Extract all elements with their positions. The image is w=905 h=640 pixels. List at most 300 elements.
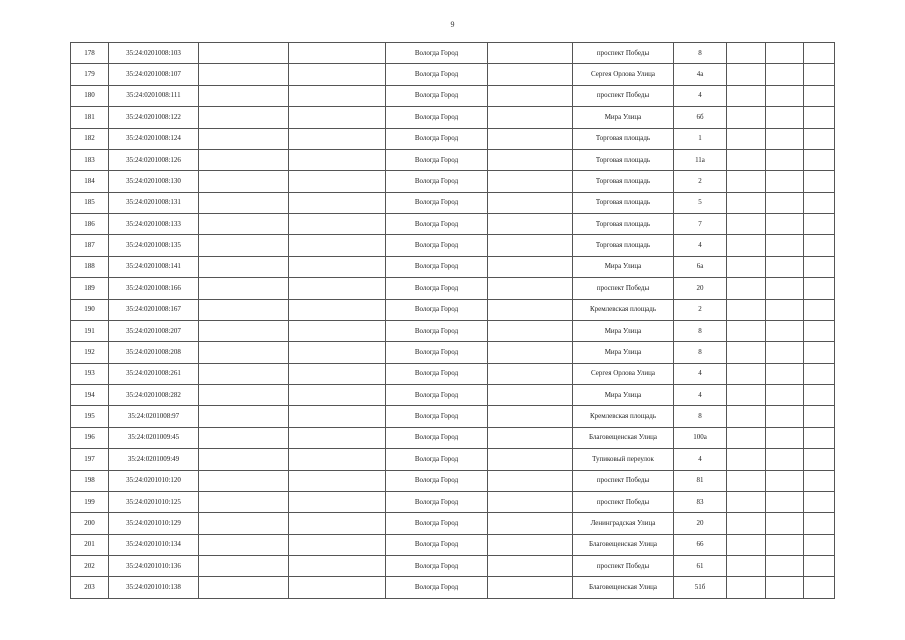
empty-cell — [488, 107, 573, 128]
empty-cell — [804, 107, 835, 128]
empty-cell — [289, 192, 386, 213]
cadastral-number-cell: 35:24:0201010:120 — [109, 470, 199, 491]
table-row — [71, 64, 835, 85]
empty-cell — [766, 342, 804, 363]
street-cell: Кремлевская площадь — [573, 406, 674, 427]
table-row — [71, 43, 835, 64]
empty-cell — [199, 449, 289, 470]
empty-cell — [289, 385, 386, 406]
street-cell: Ленинградская Улица — [573, 513, 674, 534]
empty-cell — [727, 363, 766, 384]
empty-cell — [804, 491, 835, 512]
empty-cell — [727, 128, 766, 149]
empty-cell — [727, 320, 766, 341]
empty-cell — [289, 171, 386, 192]
city-cell: Вологда Город — [386, 85, 488, 106]
empty-cell — [199, 256, 289, 277]
empty-cell — [804, 149, 835, 170]
house-number-cell: 1 — [674, 128, 727, 149]
empty-cell — [804, 128, 835, 149]
street-cell: проспект Победы — [573, 470, 674, 491]
empty-cell — [199, 214, 289, 235]
house-number-cell: 6а — [674, 256, 727, 277]
empty-cell — [289, 235, 386, 256]
empty-cell — [804, 513, 835, 534]
empty-cell — [488, 427, 573, 448]
city-cell: Вологда Город — [386, 491, 488, 512]
row-number-cell: 185 — [71, 192, 109, 213]
cadastral-number-cell: 35:24:0201008:166 — [109, 278, 199, 299]
street-cell: Торговая площадь — [573, 214, 674, 235]
house-number-cell: 2 — [674, 299, 727, 320]
table-row — [71, 534, 835, 555]
empty-cell — [766, 149, 804, 170]
cadastral-number-cell: 35:24:0201010:129 — [109, 513, 199, 534]
city-cell: Вологда Город — [386, 513, 488, 534]
table-row — [71, 385, 835, 406]
empty-cell — [488, 128, 573, 149]
empty-cell — [766, 64, 804, 85]
empty-cell — [766, 363, 804, 384]
table-row — [71, 556, 835, 577]
empty-cell — [804, 64, 835, 85]
cadastral-number-cell: 35:24:0201009:49 — [109, 449, 199, 470]
empty-cell — [488, 192, 573, 213]
table-row — [71, 149, 835, 170]
empty-cell — [289, 363, 386, 384]
street-cell: Торговая площадь — [573, 171, 674, 192]
empty-cell — [199, 43, 289, 64]
city-cell: Вологда Город — [386, 278, 488, 299]
cadastral-number-cell: 35:24:0201008:141 — [109, 256, 199, 277]
empty-cell — [727, 107, 766, 128]
city-cell: Вологда Город — [386, 449, 488, 470]
empty-cell — [766, 385, 804, 406]
empty-cell — [727, 171, 766, 192]
empty-cell — [199, 534, 289, 555]
page-number: 9 — [450, 20, 455, 29]
table-row — [71, 192, 835, 213]
empty-cell — [199, 427, 289, 448]
house-number-cell: 81 — [674, 470, 727, 491]
row-number-cell: 191 — [71, 320, 109, 341]
empty-cell — [804, 406, 835, 427]
cadastral-number-cell: 35:24:0201008:124 — [109, 128, 199, 149]
empty-cell — [727, 85, 766, 106]
city-cell: Вологда Город — [386, 235, 488, 256]
table-row — [71, 470, 835, 491]
table-row — [71, 449, 835, 470]
empty-cell — [766, 534, 804, 555]
empty-cell — [488, 513, 573, 534]
empty-cell — [727, 256, 766, 277]
empty-cell — [804, 427, 835, 448]
empty-cell — [488, 64, 573, 85]
empty-cell — [289, 406, 386, 427]
table-row — [71, 342, 835, 363]
empty-cell — [804, 470, 835, 491]
row-number-cell: 186 — [71, 214, 109, 235]
row-number-cell: 181 — [71, 107, 109, 128]
empty-cell — [727, 43, 766, 64]
empty-cell — [199, 556, 289, 577]
empty-cell — [766, 192, 804, 213]
city-cell: Вологда Город — [386, 128, 488, 149]
empty-cell — [804, 385, 835, 406]
empty-cell — [488, 491, 573, 512]
empty-cell — [488, 256, 573, 277]
empty-cell — [488, 171, 573, 192]
cadastral-number-cell: 35:24:0201008:207 — [109, 320, 199, 341]
empty-cell — [199, 85, 289, 106]
row-number-cell: 203 — [71, 577, 109, 598]
empty-cell — [804, 235, 835, 256]
empty-cell — [488, 299, 573, 320]
table-row — [71, 299, 835, 320]
street-cell: Мира Улица — [573, 256, 674, 277]
house-number-cell: 8 — [674, 342, 727, 363]
cadastral-number-cell: 35:24:0201008:282 — [109, 385, 199, 406]
table-body — [71, 43, 835, 599]
empty-cell — [727, 64, 766, 85]
street-cell: Мира Улица — [573, 342, 674, 363]
cadastral-number-cell: 35:24:0201008:111 — [109, 85, 199, 106]
city-cell: Вологда Город — [386, 299, 488, 320]
row-number-cell: 196 — [71, 427, 109, 448]
empty-cell — [199, 577, 289, 598]
house-number-cell: 4а — [674, 64, 727, 85]
empty-cell — [766, 299, 804, 320]
street-cell: проспект Победы — [573, 85, 674, 106]
table-row — [71, 577, 835, 598]
house-number-cell: 8 — [674, 43, 727, 64]
empty-cell — [289, 149, 386, 170]
row-number-cell: 201 — [71, 534, 109, 555]
table-row — [71, 107, 835, 128]
cadastral-number-cell: 35:24:0201008:130 — [109, 171, 199, 192]
street-cell: Благовещенская Улица — [573, 577, 674, 598]
empty-cell — [289, 107, 386, 128]
table-row — [71, 406, 835, 427]
empty-cell — [804, 363, 835, 384]
street-cell: Торговая площадь — [573, 192, 674, 213]
empty-cell — [289, 64, 386, 85]
street-cell: Мира Улица — [573, 385, 674, 406]
house-number-cell: 20 — [674, 513, 727, 534]
row-number-cell: 193 — [71, 363, 109, 384]
empty-cell — [766, 577, 804, 598]
cadastral-number-cell: 35:24:0201008:103 — [109, 43, 199, 64]
empty-cell — [488, 235, 573, 256]
empty-cell — [488, 342, 573, 363]
empty-cell — [488, 534, 573, 555]
empty-cell — [199, 64, 289, 85]
empty-cell — [766, 491, 804, 512]
empty-cell — [199, 491, 289, 512]
cadastral-number-cell: 35:24:0201009:45 — [109, 427, 199, 448]
table-row — [71, 427, 835, 448]
empty-cell — [488, 470, 573, 491]
cadastral-number-cell: 35:24:0201010:136 — [109, 556, 199, 577]
empty-cell — [289, 256, 386, 277]
row-number-cell: 200 — [71, 513, 109, 534]
empty-cell — [727, 342, 766, 363]
city-cell: Вологда Город — [386, 214, 488, 235]
city-cell: Вологда Город — [386, 107, 488, 128]
empty-cell — [289, 85, 386, 106]
empty-cell — [766, 128, 804, 149]
cadastral-number-cell: 35:24:0201008:107 — [109, 64, 199, 85]
empty-cell — [727, 470, 766, 491]
empty-cell — [766, 427, 804, 448]
empty-cell — [289, 577, 386, 598]
city-cell: Вологда Город — [386, 556, 488, 577]
empty-cell — [199, 107, 289, 128]
street-cell: проспект Победы — [573, 556, 674, 577]
table-row — [71, 171, 835, 192]
empty-cell — [488, 385, 573, 406]
house-number-cell: 4 — [674, 449, 727, 470]
empty-cell — [199, 363, 289, 384]
registry-table — [70, 42, 835, 599]
empty-cell — [727, 406, 766, 427]
street-cell: Торговая площадь — [573, 128, 674, 149]
empty-cell — [804, 214, 835, 235]
empty-cell — [766, 320, 804, 341]
empty-cell — [766, 449, 804, 470]
empty-cell — [199, 192, 289, 213]
city-cell: Вологда Город — [386, 149, 488, 170]
empty-cell — [727, 491, 766, 512]
empty-cell — [488, 406, 573, 427]
empty-cell — [289, 556, 386, 577]
row-number-cell: 184 — [71, 171, 109, 192]
empty-cell — [766, 235, 804, 256]
row-number-cell: 195 — [71, 406, 109, 427]
empty-cell — [199, 320, 289, 341]
row-number-cell: 190 — [71, 299, 109, 320]
house-number-cell: 83 — [674, 491, 727, 512]
table-row — [71, 491, 835, 512]
street-cell: Торговая площадь — [573, 235, 674, 256]
row-number-cell: 178 — [71, 43, 109, 64]
empty-cell — [766, 513, 804, 534]
empty-cell — [766, 556, 804, 577]
row-number-cell: 197 — [71, 449, 109, 470]
table-row — [71, 214, 835, 235]
street-cell: Благовещенская Улица — [573, 534, 674, 555]
empty-cell — [488, 556, 573, 577]
street-cell: Тупиковый переулок — [573, 449, 674, 470]
empty-cell — [804, 278, 835, 299]
cadastral-number-cell: 35:24:0201008:261 — [109, 363, 199, 384]
cadastral-number-cell: 35:24:0201008:133 — [109, 214, 199, 235]
row-number-cell: 194 — [71, 385, 109, 406]
empty-cell — [289, 513, 386, 534]
empty-cell — [289, 449, 386, 470]
empty-cell — [289, 43, 386, 64]
empty-cell — [804, 85, 835, 106]
empty-cell — [766, 406, 804, 427]
empty-cell — [488, 85, 573, 106]
empty-cell — [727, 192, 766, 213]
cadastral-number-cell: 35:24:0201008:208 — [109, 342, 199, 363]
cadastral-number-cell: 35:24:0201008:131 — [109, 192, 199, 213]
table-row — [71, 513, 835, 534]
empty-cell — [289, 342, 386, 363]
cadastral-number-cell: 35:24:0201008:97 — [109, 406, 199, 427]
empty-cell — [199, 470, 289, 491]
empty-cell — [199, 128, 289, 149]
street-cell: Мира Улица — [573, 107, 674, 128]
city-cell: Вологда Город — [386, 342, 488, 363]
row-number-cell: 189 — [71, 278, 109, 299]
empty-cell — [199, 513, 289, 534]
empty-cell — [804, 43, 835, 64]
empty-cell — [488, 214, 573, 235]
street-cell: Сергея Орлова Улица — [573, 363, 674, 384]
table-row — [71, 128, 835, 149]
house-number-cell: 8 — [674, 320, 727, 341]
empty-cell — [727, 385, 766, 406]
city-cell: Вологда Город — [386, 192, 488, 213]
empty-cell — [289, 299, 386, 320]
empty-cell — [199, 171, 289, 192]
row-number-cell: 182 — [71, 128, 109, 149]
empty-cell — [199, 406, 289, 427]
empty-cell — [727, 299, 766, 320]
street-cell: Торговая площадь — [573, 149, 674, 170]
street-cell: Мира Улица — [573, 320, 674, 341]
empty-cell — [199, 299, 289, 320]
house-number-cell: 4 — [674, 85, 727, 106]
cadastral-number-cell: 35:24:0201008:135 — [109, 235, 199, 256]
cadastral-number-cell: 35:24:0201008:122 — [109, 107, 199, 128]
city-cell: Вологда Город — [386, 385, 488, 406]
house-number-cell: 6б — [674, 107, 727, 128]
empty-cell — [804, 577, 835, 598]
house-number-cell: 8 — [674, 406, 727, 427]
empty-cell — [289, 278, 386, 299]
empty-cell — [804, 449, 835, 470]
city-cell: Вологда Город — [386, 64, 488, 85]
empty-cell — [804, 556, 835, 577]
row-number-cell: 198 — [71, 470, 109, 491]
table-row — [71, 85, 835, 106]
empty-cell — [766, 256, 804, 277]
empty-cell — [488, 149, 573, 170]
house-number-cell: 4 — [674, 385, 727, 406]
empty-cell — [199, 278, 289, 299]
cadastral-number-cell: 35:24:0201008:167 — [109, 299, 199, 320]
empty-cell — [289, 214, 386, 235]
empty-cell — [766, 43, 804, 64]
city-cell: Вологда Город — [386, 406, 488, 427]
house-number-cell: 7 — [674, 214, 727, 235]
house-number-cell: 4 — [674, 235, 727, 256]
empty-cell — [804, 534, 835, 555]
row-number-cell: 202 — [71, 556, 109, 577]
city-cell: Вологда Город — [386, 171, 488, 192]
empty-cell — [199, 342, 289, 363]
house-number-cell: 2 — [674, 171, 727, 192]
cadastral-number-cell: 35:24:0201010:138 — [109, 577, 199, 598]
empty-cell — [804, 342, 835, 363]
row-number-cell: 192 — [71, 342, 109, 363]
empty-cell — [727, 235, 766, 256]
street-cell: Кремлевская площадь — [573, 299, 674, 320]
empty-cell — [766, 107, 804, 128]
house-number-cell: 51б — [674, 577, 727, 598]
empty-cell — [488, 43, 573, 64]
empty-cell — [289, 128, 386, 149]
row-number-cell: 179 — [71, 64, 109, 85]
empty-cell — [289, 491, 386, 512]
empty-cell — [727, 278, 766, 299]
city-cell: Вологда Город — [386, 320, 488, 341]
empty-cell — [727, 577, 766, 598]
street-cell: проспект Победы — [573, 491, 674, 512]
house-number-cell: 61 — [674, 556, 727, 577]
empty-cell — [199, 385, 289, 406]
house-number-cell: 66 — [674, 534, 727, 555]
house-number-cell: 20 — [674, 278, 727, 299]
street-cell: Сергея Орлова Улица — [573, 64, 674, 85]
empty-cell — [289, 320, 386, 341]
cadastral-number-cell: 35:24:0201008:126 — [109, 149, 199, 170]
cadastral-number-cell: 35:24:0201010:134 — [109, 534, 199, 555]
city-cell: Вологда Город — [386, 43, 488, 64]
city-cell: Вологда Город — [386, 427, 488, 448]
empty-cell — [199, 149, 289, 170]
table-row — [71, 320, 835, 341]
city-cell: Вологда Город — [386, 256, 488, 277]
house-number-cell: 4 — [674, 363, 727, 384]
empty-cell — [727, 214, 766, 235]
row-number-cell: 199 — [71, 491, 109, 512]
row-number-cell: 187 — [71, 235, 109, 256]
table-row — [71, 256, 835, 277]
row-number-cell: 180 — [71, 85, 109, 106]
empty-cell — [488, 449, 573, 470]
street-cell: проспект Победы — [573, 43, 674, 64]
house-number-cell: 5 — [674, 192, 727, 213]
empty-cell — [766, 214, 804, 235]
empty-cell — [727, 534, 766, 555]
empty-cell — [727, 556, 766, 577]
empty-cell — [199, 235, 289, 256]
empty-cell — [289, 427, 386, 448]
row-number-cell: 183 — [71, 149, 109, 170]
empty-cell — [766, 470, 804, 491]
empty-cell — [804, 320, 835, 341]
city-cell: Вологда Город — [386, 470, 488, 491]
house-number-cell: 100а — [674, 427, 727, 448]
empty-cell — [804, 256, 835, 277]
empty-cell — [766, 171, 804, 192]
city-cell: Вологда Город — [386, 534, 488, 555]
empty-cell — [488, 363, 573, 384]
table-row — [71, 363, 835, 384]
street-cell: проспект Победы — [573, 278, 674, 299]
empty-cell — [804, 192, 835, 213]
empty-cell — [488, 320, 573, 341]
empty-cell — [488, 278, 573, 299]
empty-cell — [727, 427, 766, 448]
house-number-cell: 11а — [674, 149, 727, 170]
empty-cell — [766, 85, 804, 106]
empty-cell — [727, 449, 766, 470]
